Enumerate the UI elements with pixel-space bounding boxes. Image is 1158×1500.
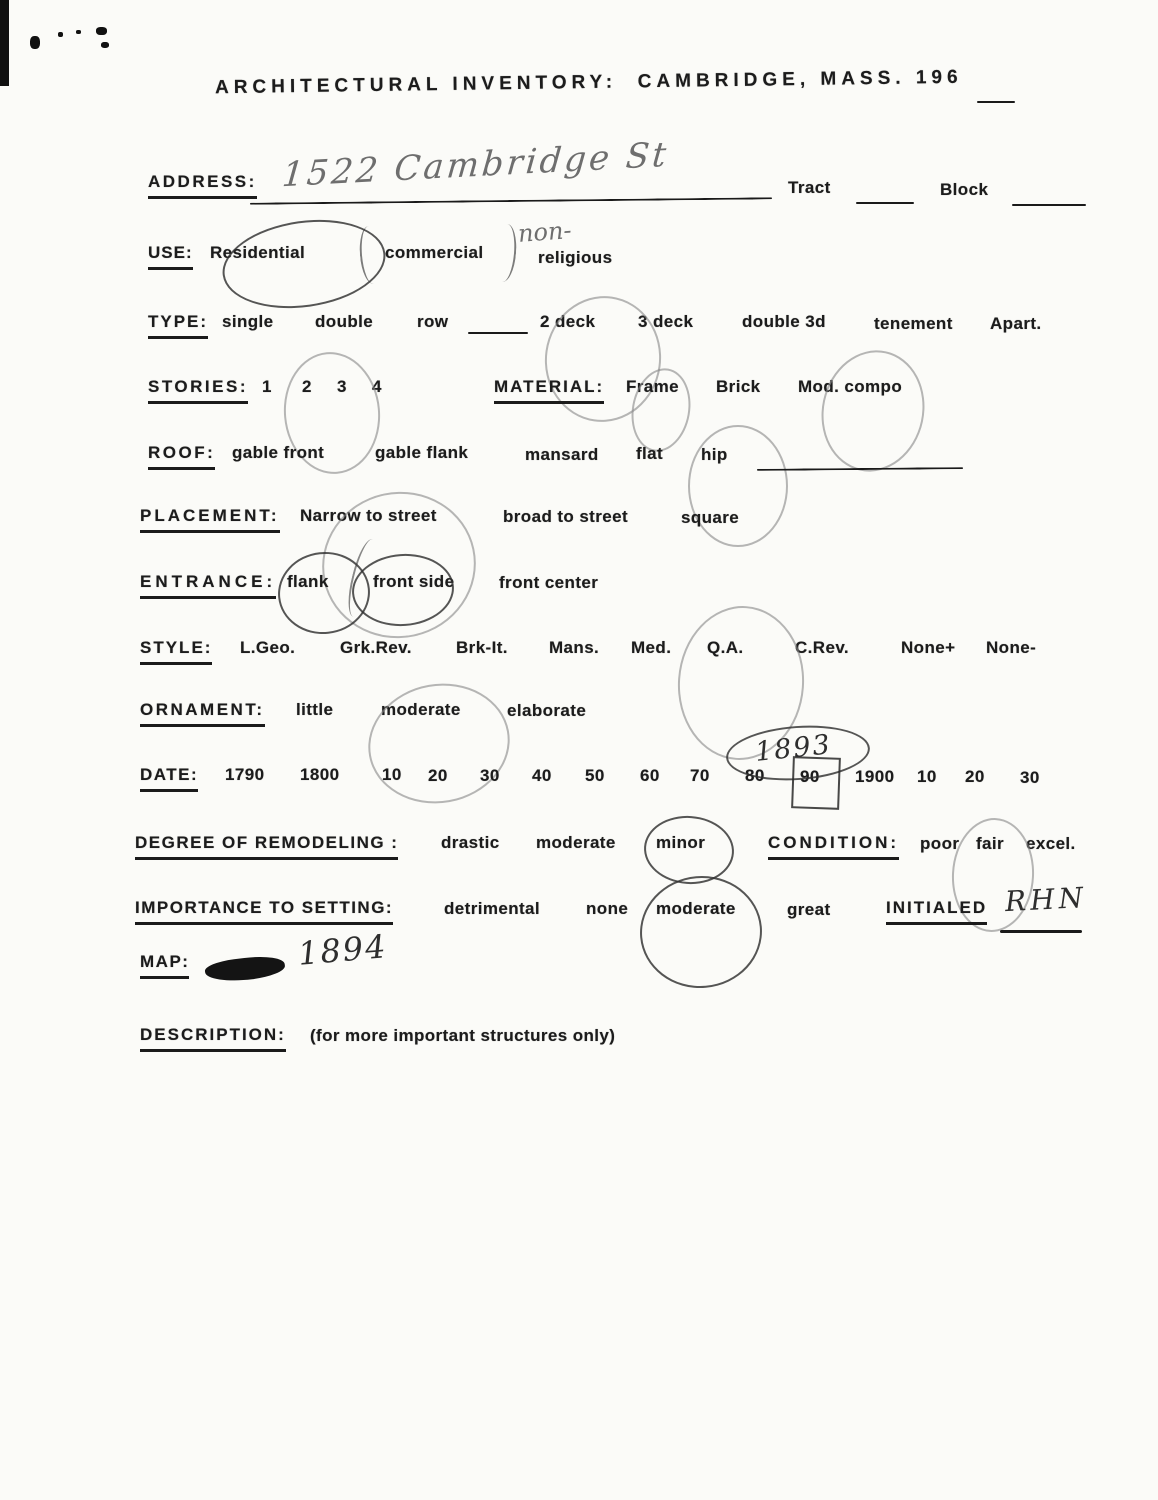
option-style-lgeo: L.Geo.	[240, 638, 296, 657]
option-date-50: 50	[585, 766, 605, 785]
option-style-brkit: Brk-It.	[456, 638, 508, 657]
stories-label: STORIES:	[148, 377, 248, 404]
option-type-double: double	[315, 312, 374, 331]
option-stories-3: 3	[337, 377, 347, 396]
initialed-label: INITIALED	[886, 898, 987, 925]
option-ornament-moderate: moderate	[381, 700, 461, 719]
option-type-3deck: 3 deck	[638, 312, 694, 331]
option-type-tenement: tenement	[874, 314, 953, 333]
importance-label: IMPORTANCE TO SETTING:	[135, 898, 393, 925]
option-remodeling-drastic: drastic	[441, 833, 500, 852]
option-placement-narrow: Narrow to street	[300, 506, 437, 525]
circle-mark-minor	[642, 813, 737, 887]
option-roof-mansard: mansard	[525, 445, 599, 464]
option-condition-excel: excel.	[1026, 834, 1076, 853]
option-style-qa: Q.A.	[707, 638, 744, 657]
box-mark-90	[791, 756, 841, 810]
option-date-60: 60	[640, 766, 660, 785]
material-label: MATERIAL:	[494, 377, 604, 404]
option-entrance-flank: flank	[287, 572, 329, 591]
option-style-grkrev: Grk.Rev.	[340, 638, 412, 657]
option-condition-fair: fair	[976, 834, 1005, 853]
option-date-40: 40	[532, 766, 552, 785]
option-type-double3d: double 3d	[742, 312, 826, 331]
scan-artifact	[30, 36, 40, 49]
remodeling-label: DEGREE OF REMODELING :	[135, 833, 398, 860]
option-use-religious: religious	[538, 248, 613, 267]
scan-artifact	[0, 0, 9, 86]
option-type-apart: Apart.	[990, 314, 1042, 333]
map-ink-blob	[204, 953, 286, 985]
option-date-80: 80	[745, 766, 765, 785]
option-importance-moderate: moderate	[656, 899, 736, 918]
handwritten-paren-close	[492, 223, 519, 283]
type-label: TYPE:	[148, 312, 208, 339]
scan-artifact	[58, 32, 63, 37]
description-label: DESCRIPTION:	[140, 1025, 286, 1052]
option-date-1800: 1800	[300, 765, 340, 784]
option-importance-detrimental: detrimental	[444, 899, 541, 918]
option-style-noneplus: None+	[901, 638, 956, 657]
block-label: Block	[940, 180, 989, 199]
address-blank-line	[250, 197, 772, 204]
option-material-modcompo: Mod. compo	[798, 377, 903, 396]
entrance-label: ENTRANCE:	[140, 572, 276, 599]
option-ornament-little: little	[296, 700, 334, 719]
option-importance-none: none	[586, 899, 629, 918]
option-entrance-frontside: front side	[373, 572, 455, 591]
tract-blank-line	[856, 202, 914, 204]
ornament-label: ORNAMENT:	[140, 700, 265, 727]
option-date-30b: 30	[1020, 768, 1040, 787]
address-value-handwritten: 1522 Cambridge St	[280, 134, 671, 196]
description-note: (for more important structures only)	[310, 1026, 616, 1045]
option-stories-4: 4	[372, 377, 382, 396]
circle-mark-hip	[688, 425, 788, 547]
option-remodeling-moderate: moderate	[536, 833, 616, 852]
option-stories-1: 1	[262, 377, 272, 396]
scan-artifact	[101, 42, 109, 48]
condition-label: CONDITION:	[768, 833, 899, 860]
option-roof-gablefront: gable front	[232, 443, 325, 462]
option-style-crev: C.Rev.	[795, 638, 850, 657]
form-title: ARCHITECTURAL INVENTORY: CAMBRIDGE, MASS. 196	[214, 66, 963, 99]
option-date-10b: 10	[917, 767, 937, 786]
option-roof-gableflank: gable flank	[375, 443, 469, 462]
option-material-frame: Frame	[626, 377, 680, 396]
use-label: USE:	[148, 243, 193, 270]
option-use-commercial: commercial	[385, 243, 484, 262]
scan-artifact	[76, 30, 81, 34]
option-date-20: 20	[428, 766, 448, 785]
option-style-med: Med.	[631, 638, 672, 657]
placement-label: PLACEMENT:	[140, 506, 280, 533]
tract-label: Tract	[788, 178, 831, 197]
option-use-residential: Residential	[210, 243, 306, 262]
circle-mark-moderate-ornament	[359, 673, 520, 815]
use-handwritten-non: non-	[517, 216, 573, 248]
option-style-mans: Mans.	[549, 638, 600, 657]
initials-handwritten: RHN	[1004, 880, 1088, 919]
option-importance-great: great	[787, 900, 831, 919]
roof-label: ROOF:	[148, 443, 215, 470]
option-date-10: 10	[382, 765, 402, 784]
option-entrance-frontcenter: front center	[499, 573, 599, 592]
initials-underline	[1000, 930, 1082, 933]
option-placement-broad: broad to street	[503, 507, 629, 526]
option-style-noneminus: None-	[986, 638, 1037, 657]
option-type-2deck: 2 deck	[540, 312, 596, 331]
map-label: MAP:	[140, 952, 189, 979]
scan-artifact	[96, 27, 107, 35]
map-handwritten-1894: 1894	[296, 927, 389, 973]
date-handwritten-1893: 1893	[753, 729, 834, 768]
option-date-1900: 1900	[855, 767, 895, 786]
option-roof-hip: hip	[701, 445, 728, 464]
date-label: DATE:	[140, 765, 198, 792]
address-label: ADDRESS:	[148, 172, 257, 199]
style-label: STYLE:	[140, 638, 212, 665]
option-roof-flat: flat	[636, 444, 664, 463]
option-date-70: 70	[690, 766, 710, 785]
option-material-brick: Brick	[716, 377, 761, 396]
option-type-row: row	[417, 312, 449, 331]
block-blank-line	[1012, 204, 1086, 206]
circle-mark-compo	[810, 341, 935, 482]
option-ornament-elaborate: elaborate	[507, 701, 587, 720]
option-date-30: 30	[480, 766, 500, 785]
circle-mark-moderate-importance	[635, 871, 766, 993]
option-placement-square: square	[681, 508, 740, 527]
option-remodeling-minor: minor	[656, 833, 706, 852]
option-condition-poor: poor	[920, 834, 960, 853]
type-blank-line	[468, 332, 528, 334]
option-date-1790: 1790	[225, 765, 265, 784]
option-type-single: single	[222, 312, 274, 331]
option-date-20b: 20	[965, 767, 985, 786]
option-date-90: 90	[800, 767, 820, 786]
title-year-blank	[977, 101, 1015, 103]
option-stories-2: 2	[302, 377, 312, 396]
